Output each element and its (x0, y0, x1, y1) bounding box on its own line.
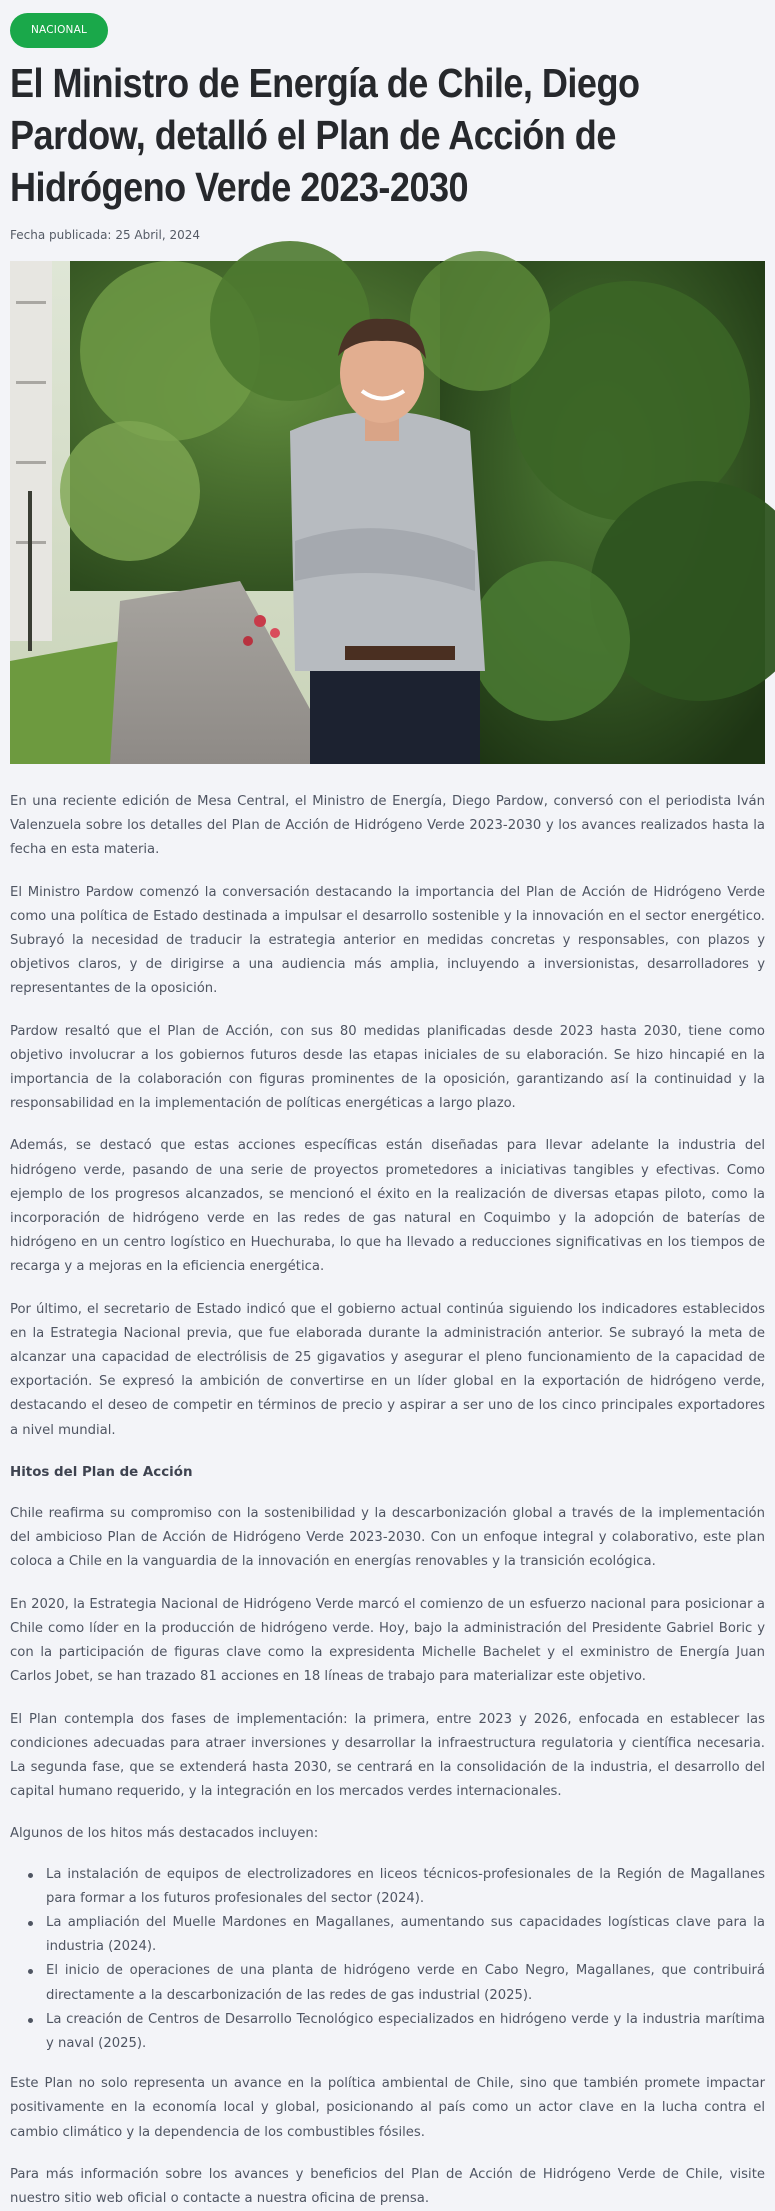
paragraph: Pardow resaltó que el Plan de Acción, con sus 80 medidas planificadas desde 2023 hasta 2030, tiene como objetivo involucrar a los gobiernos futuros desde las etapas iniciales de su elaboración. Se hizo hincapié en la importancia de la colaboración con figuras prominentes de la oposición, garantizando así la continuidad y la responsabilidad en la implementación de políticas energéticas a largo plazo. (10, 1023, 765, 1112)
paragraph: Por último, el secretario de Estado indicó que el gobierno actual continúa siguiendo los indicadores establecidos en la Estrategia Nacional previa, que fue elaborada durante la administración anterior. Se subrayó la meta de alcanzar una capacidad de electrólisis de 25 gigavatios y asegurar el pleno funcionamiento de la capacidad de exportación. Se expresó la ambición de convertirse en un líder global en la exportación de hidrógeno verde, destacando el deseo de competir en términos de precio y aspirar a ser uno de los cinco principales exportadores a nivel mundial. (10, 1301, 765, 1438)
paragraph: Algunos de los hitos más destacados incluyen: (10, 1826, 319, 1842)
list-item: La creación de Centros de Desarrollo Tecnológico especializados en hidrógeno verde y la industria marítima y naval (2025). (37, 2008, 765, 2056)
list-item: La ampliación del Muelle Mardones en Magallanes, aumentando sus capacidades logísticas clave para la industria (2024). (37, 1911, 765, 1959)
hero-photo-illustration (10, 261, 765, 764)
paragraph: En 2020, la Estrategia Nacional de Hidrógeno Verde marcó el comienzo de un esfuerzo nacional para posicionar a Chile como líder en la producción de hidrógeno verde. Hoy, bajo la administración del Presidente Gabriel Boric y con la participación de figuras clave como la expresidenta Michelle Bachelet y el exministro de Energía Juan Carlos Jobet, se han trazado 81 acciones en 18 líneas de trabajo para materializar este objetivo. (10, 1596, 765, 1685)
milestones-list (37, 1863, 765, 2057)
article-title: El Ministro de Energía de Chile, Diego Pardow, detalló el Plan de Acción de Hidrógeno Verde 2023-2030 (10, 60, 640, 210)
paragraph: En una reciente edición de Mesa Central, el Ministro de Energía, Diego Pardow, conversó con el periodista Iván Valenzuela sobre los detalles del Plan de Acción de Hidrógeno Verde 2023-2030 y los avances realizados hasta la fecha en esta materia. (10, 794, 765, 858)
hero-photo (10, 261, 765, 764)
list-item: El inicio de operaciones de una planta de hidrógeno verde en Cabo Negro, Magallanes, que contribuirá directamente a la descarbonización de las redes de gas industrial (2025). (37, 1959, 765, 2007)
paragraph: El Ministro Pardow comenzó la conversación destacando la importancia del Plan de Acción de Hidrógeno Verde como una política de Estado destinada a impulsar el desarrollo sostenible y la innovación en el sector energético. Subrayó la necesidad de traducir la estrategia anterior en medidas concretas y responsables, con plazos y objetivos claros, y de dirigirse a una audiencia más amplia, incluyendo a inversionistas, desarrolladores y representantes de la oposición. (10, 884, 765, 997)
paragraph: Este Plan no solo representa un avance en la política ambiental de Chile, sino que también promete impactar positivamente en la economía local y global, posicionando al país como un actor clave en la lucha contra el cambio climático y la dependencia de los combustibles fósiles. (10, 2076, 765, 2140)
publish-date-label: Fecha publicada: (10, 228, 112, 242)
category-badge[interactable]: NACIONAL (10, 13, 108, 48)
publish-date-value: 25 Abril, 2024 (115, 228, 200, 242)
publish-date (10, 228, 765, 242)
paragraph: Para más información sobre los avances y beneficios del Plan de Acción de Hidrógeno Verde de Chile, visite nuestro sitio web oficial o contacte a nuestra oficina de prensa. (10, 2166, 765, 2206)
paragraph: Además, se destacó que estas acciones específicas están diseñadas para llevar adelante la industria del hidrógeno verde, pasando de una serie de proyectos prometedores a iniciativas tangibles y efectivas. Como ejemplo de los progresos alcanzados, se mencionó el éxito en la realización de diversas etapas piloto, como la incorporación de hidrógeno verde en las redes de gas natural en Coquimbo y la adopción de baterías de hidrógeno en un centro logístico en Huechuraba, lo que ha llevado a reducciones significativas en los tiempos de recarga y a mejoras en la eficiencia energética. (10, 1138, 765, 1275)
section-heading: Hitos del Plan de Acción (10, 1464, 193, 1480)
article-body (10, 790, 765, 2211)
paragraph: El Plan contempla dos fases de implementación: la primera, entre 2023 y 2026, enfocada en establecer las condiciones adecuadas para atraer inversiones y desarrollar la infraestructura regulatoria y científica necesaria. La segunda fase, que se extenderá hasta 2030, se centrará en la consolidación de la industria, el desarrollo del capital humano requerido, y la integración en los mercados verdes internacionales. (10, 1711, 765, 1800)
list-item: La instalación de equipos de electrolizadores en liceos técnicos-profesionales de la Región de Magallanes para formar a los futuros profesionales del sector (2024). (37, 1863, 765, 1911)
paragraph: Chile reafirma su compromiso con la sostenibilidad y la descarbonización global a través de la implementación del ambicioso Plan de Acción de Hidrógeno Verde 2023-2030. Con un enfoque integral y colaborativo, este plan coloca a Chile en la vanguardia de la innovación en energías renovables y la transición ecológica. (10, 1506, 765, 1570)
